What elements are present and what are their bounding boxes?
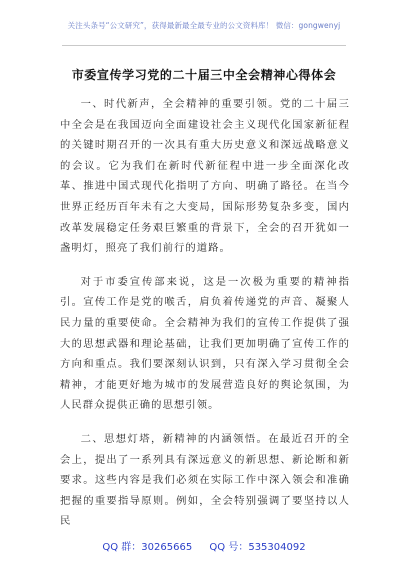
header-divider bbox=[62, 45, 346, 46]
footer-qq-group: QQ 群：30265665 bbox=[102, 542, 193, 553]
paragraph-3: 二、思想灯塔，新精神的内涵领悟。在最近召开的全会上，提出了一系列具有深远意义的新思想、新论断和新要求。这些内容是我们必须在实际工作中深入领会和准确把握的重要指导原则。例如，全会特别强调了要坚持以人民 bbox=[60, 432, 350, 528]
footer-qq-number: QQ 号：535304092 bbox=[209, 542, 306, 553]
paragraph-1: 一、时代新声，全会精神的重要引领。党的二十届三中全会是在我国迈向全面建设社会主义现代化国家新征程的关键时期召开的一次具有重大历史意义和深远战略意义的会议。它为我们在新时代新征程中进一步全面深化改革、推进中国式现代化指明了方向、明确了路径。在当今世界正经历百年未有之大变局，国际形势复杂多变，国内改革发展稳定任务艰巨繁重的背景下，全会的召开犹如一盏明灯，照亮了我们前行的道路。 bbox=[60, 98, 350, 255]
header-banner: 关注头条号“公文研究”，获得最新最全最专业的公文资料库！ 微信：gongwenyj bbox=[67, 21, 341, 30]
paragraph-2: 对于市委宣传部来说，这是一次极为重要的精神指引。宣传工作是党的喉舌，肩负着传递党的声音、凝聚人民力量的重要使命。全会精神为我们的宣传工作提供了强大的思想武器和理论基础，让我们更加明确了宣传工作的方向和重点。我们要深刻认识到，只有深入学习贯彻全会精神，才能更好地为城市的发展营造良好的舆论氛围，为人民群众提供正确的思想引领。 bbox=[60, 275, 350, 412]
document-body bbox=[60, 94, 350, 545]
footer-contact bbox=[0, 538, 408, 553]
page-title: 市委宣传学习党的二十届三中全会精神心得体会 bbox=[71, 68, 337, 82]
